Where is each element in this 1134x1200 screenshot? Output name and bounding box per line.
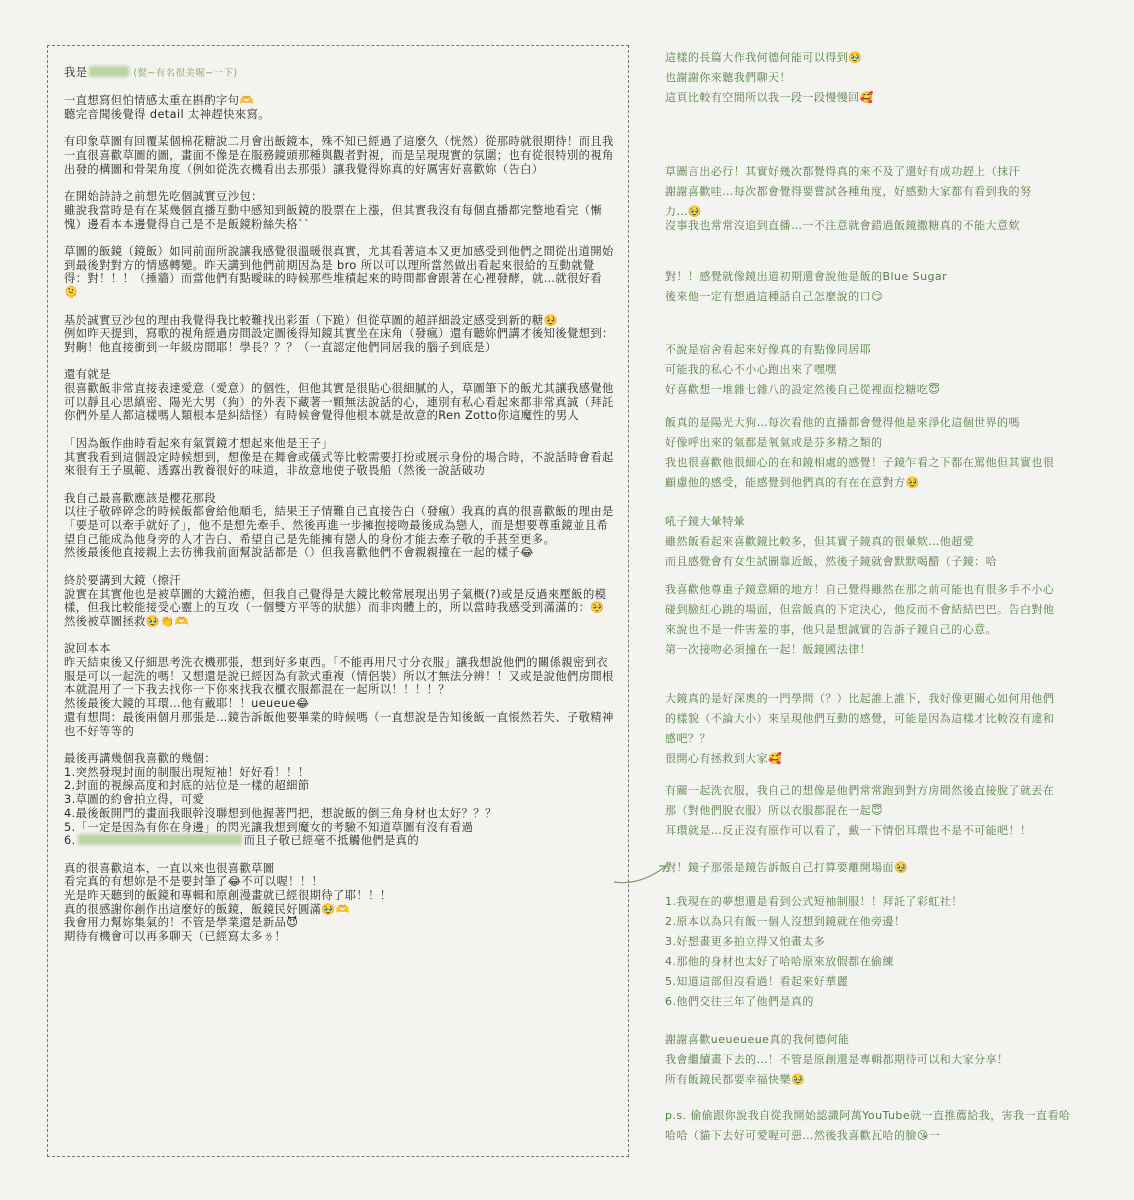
- reply-line: 2.原本以為只有飯一個人沒想到鏡就在他旁邊！: [665, 915, 906, 928]
- reply-block: [665, 1106, 1080, 1146]
- reply-line: 1.我現在的夢想還是看到公式短袖制服！！拜託了彩虹社！: [665, 895, 963, 908]
- reply-line: 好像呼出來的氣都是氧氣或是芬多精之類的: [665, 436, 883, 449]
- reply-line: 感吧？？: [665, 732, 711, 745]
- reply-line: 顧慮他的感受，能感覺到他們真的有在在意對方🥹: [665, 476, 920, 489]
- letter-paragraph: 我自己最喜歡應該是櫻花那段 以往子敬碎碎念的時候飯都會給他順毛，結果王子情難自己直接告白（發瘋）我真的真的很喜歡飯的理由是「要是可以牽手就好了」，他不是想先牽手、然後再進一步擁抱接吻最後成為戀人，而是想要尊重鏡並且希望自己能成為他身旁的人才告白、希望自己是先能擁有戀人的身份才能去牽子敬的手甚至更多。 然後最後他直接親上去彷彿我前面幫說話都是（）但我喜歡他們不會親親撞在一起的樣子😂: [64, 491, 614, 560]
- reply-line: 謝謝喜歡哇…每次都會覺得要嘗試各種角度，好感動大家都有看到我的努: [665, 185, 1032, 198]
- letter-paragraph: 有印象草圖有回覆某個棉花糖說二月會出飯鏡本，殊不知已經過了這麼久（恍然）從那時就很期待！而且我一直很喜歡草圖的圖，畫面不像是在服務鏡頭那種與觀者對視，而是呈現現實的氛圍；也有從很特別的視角出發的構圖和骨架角度（例如從洗衣機看出去那張）讓我覺得妳真的好厲害好喜歡妳（告白）: [64, 135, 614, 176]
- reply-line: 草圖言出必行！其實好幾次都覺得真的來不及了還好有成功趕上（抹汗: [665, 165, 1020, 178]
- reply-block: [665, 162, 1080, 222]
- reply-line: 很開心有拯救到大家🥰: [665, 752, 783, 765]
- reply-line: 所有飯鏡民都要幸福快樂🥹: [665, 1073, 806, 1086]
- redacted-text: [78, 834, 242, 845]
- reply-line: 這頁比較有空間所以我一段一段慢慢回🥰: [665, 91, 874, 104]
- letter-paragraph: 還有就是 很喜歡飯非常直接表達愛意（愛意）的個性，但他其實是很貼心很細膩的人，草圖筆下的飯尤其讓我感覺他可以靜且心思縝密、陽光大男（狗）的外表下藏著一顆無法說話的心，連別有私心看起來都非常真誠（拜託你們外星人都這樣嗎人類根本是糾結怪）有時候會覺得他根本就是故意的Ren Zotto你這魔性的男人: [64, 368, 614, 423]
- reply-line: 這樣的長篇大作我何德何能可以得到🥹: [665, 51, 863, 64]
- reply-block: [665, 48, 1080, 108]
- reply-line: 對！！感覺就像鏡出道初期還會說他是飯的Blue Sugar: [665, 270, 948, 283]
- reply-line: 6.他們交往三年了他們是真的: [665, 995, 814, 1008]
- reply-line: 我會繼續畫下去的…！不管是原創還是專輯都期待可以和大家分享！: [665, 1053, 1009, 1066]
- reply-block: [665, 892, 1080, 1012]
- reply-line: 第一次接吻必須撞在一起！飯鏡國法律！: [665, 643, 872, 656]
- redacted-name: [89, 66, 129, 77]
- letter-paragraph: 在開始詩詩之前想先吃個誠實豆沙包： 雖說我當時是有在某幾個直播互動中感知到飯鏡的股票在上漲，但其實我沒有每個直播都完整地看完（慚愧）邊看本本邊覺得自己是不是飯鏡粉絲失格``: [64, 190, 603, 231]
- reply-block: [665, 512, 1080, 572]
- reply-line: 對！鏡子那張是鏡告訴飯自己打算要離開場面🥹: [665, 861, 909, 874]
- reply-line: 的樣貌（不論大小）來呈現他們互動的感覺，可能是因為這樣才比較沒有違和: [665, 712, 1055, 725]
- letter-paragraph: 真的很喜歡這本，一直以來也很喜歡草圖 看完真的有想妳是不是要封筆了😂不可以喔！！！ 光是昨天聽到的飯鏡和專輯和原創漫畫就已經很期待了耶！！！ 真的很感謝你創作出這麼好的飯鏡，飯鏡民好圓滿🥹🫶 我會用力幫妳集氣的！不管是學業還是新品😈 期待有機會可以再多聊天（已經寫太多ㄌ！: [64, 861, 392, 944]
- reply-line: 哈哈（貓下去好可愛喔可惡…然後我喜歡瓦哈的臉😘一: [665, 1129, 941, 1142]
- reply-line: 而且感覺會有女生試圖靠近飯，然後子鏡就會默默喝醋（子鏡：哈: [665, 555, 998, 568]
- reply-block: [665, 267, 1080, 307]
- fan-letter-text: [64, 66, 616, 958]
- reply-line: 碰到臉紅心跳的場面，但當飯真的下定決心，他反而不會結結巴巴。告白對他: [665, 603, 1055, 616]
- reply-line: 力…🥹: [665, 205, 703, 218]
- reply-line: 我也很喜歡他很細心的在和鏡相處的感覺！子鏡乍看之下都在罵他但其實也很: [665, 456, 1055, 469]
- reply-line: 謝謝喜歡ueueueue真的我何德何能: [665, 1033, 850, 1046]
- reply-line: 有關一起洗衣服，我自己的想像是他們常常跑到對方房間然後直接脫了就丟在: [665, 784, 1055, 797]
- reply-block: [665, 340, 1080, 400]
- reply-block: [665, 781, 1080, 841]
- reply-line: 那（對他們脫衣服）所以衣服都混在一起😇: [665, 804, 884, 817]
- reply-block: [665, 413, 1080, 493]
- reply-line: 沒事我也常常沒追到直播…一不注意就會錯過飯鏡撒糖真的不能大意欸: [665, 219, 1020, 232]
- reply-block: [665, 1030, 1080, 1090]
- reply-line: 也謝謝你來聽我們聊天！: [665, 71, 791, 84]
- reply-line: 可能我的私心不小心跑出來了嘿嘿: [665, 363, 837, 376]
- letter-paragraph: 說回本本 昨天結束後又仔細思考洗衣機那張，想到好多東西。「不能再用尺寸分衣服」讓我想說他們的關係親密到衣服是可以一起洗的嗎！又想還是說已經因為有款式重複（情侶裝）所以才無法分辨！！又或是說他們房間根本就混用了一下我去找你一下你來找我衣櫃衣服都混在一起所以！！！！？ 然後最後大鏡的耳環…他有戴耶！！ueueue😂 還有想問：最後兩個月那張是…鏡告訴飯他要畢業的時候嗎（一直想說是告知後飯一直悵然若失、子敬精神也不好等等的: [64, 642, 614, 738]
- reply-line: 3.好想畫更多拍立得又怕畫太多: [665, 935, 826, 948]
- reply-line: 我喜歡他尊重子鏡意願的地方！自己覺得雖然在那之前可能也有很多手不小心: [665, 583, 1055, 596]
- handwritten-note: (甏~有名很美喔~一下): [133, 68, 238, 79]
- letter-paragraph: 草圖的飯鏡（鏡飯）如同前面所說讓我感覺很溫暖很真實，尤其看著這本又更加感受到他們之間從出道開始到最後對對方的情感轉變。昨天講到他們前期因為是 bro 所以可以理所當然做出看起來很給的互動就覺得：對！！！（捶牆）而當他們有點曖昧的時候那些堆積起來的時間都會跟著在心裡發酵，就…就很好看🫠: [64, 245, 614, 300]
- reply-line: 吼子鏡大暈特暈: [665, 515, 746, 528]
- reply-line: 耳環就是…反正沒有原作可以看了，戴一下情侶耳環也不是不可能吧！！: [665, 824, 1032, 837]
- reply-line: 好喜歡想一堆雜七雜八的設定然後自己從裡面挖糖吃😇: [665, 383, 941, 396]
- reply-line: 後來他一定有想過這種話自己怎麼說的口😏: [665, 290, 884, 303]
- reply-line: 雖然飯看起來喜歡鏡比較多，但其實子鏡真的很暈欸…他超愛: [665, 535, 975, 548]
- letter-paragraph: 基於誠實豆沙包的理由我覺得我比較難找出彩蛋（下跪）但從草圖的超詳細設定感受到新的糖🥹 例如昨天提到，寫歌的視角經過房間設定圖後得知鏡其實坐在床角（發瘋）還有聽妳們講才後知後覺想到：對齁！他直接衝到一年級房間耶！學長？？？（一直認定他們同居我的腦子到底是）: [64, 313, 614, 354]
- reply-line: p.s. 偷偷跟你說我自從我開始認識阿萬YouTube就一直推薦給我，害我一直看哈: [665, 1109, 1071, 1122]
- letter-paragraph: 最後再講幾個我喜歡的幾個： 1.突然發現封面的制服出現短袖！好好看！！！ 2.封面的視線高度和封底的站位是一樣的超細節 3.草圖的約會拍立得，可愛 4.最後飯開門的畫面我眼幹沒聯想到他握著門把，想說飯的倒三角身材也太好？？？ 5.「一定是因為有你在身邊」的閃光讓我想到魔女的考驗不知道草圖有沒有看過: [64, 751, 497, 834]
- letter-paragraph: 終於要講到大鏡（擦汗 說實在其實他也是被草圖的大鏡治癒，但我自己覺得是大鏡比較常展現出男子氣概(?)或是反過來壓飯的模樣，但我比較能接受心靈上的互攻（一個雙方平等的狀態）而非肉體上的，所以當時我感受到滿滿的：🥺 然後被草圖拯救🥹👏🫶: [64, 573, 607, 628]
- letter-paragraph: 一直想寫但怕情感太重在斟酌字句🫶 聽完音聞後覺得 detail 太神趕快來寫。: [64, 94, 270, 122]
- letter-paragraph: 「因為飯作曲時看起來有氣質鏡才想起來他是王子」 其實我看到這個設定時候想到，想像是在舞會或儀式等比較需要打扮或展示身份的場合時，不說話時會看起來很有王子風範、透露出教養很好的味道，非故意地使子敬畏船（然後一說話破功: [64, 436, 614, 478]
- reply-block: [665, 689, 1080, 769]
- letter-greeting: 我是 (甏~有名很美喔~一下): [64, 66, 238, 79]
- arrow-icon: [612, 858, 672, 888]
- reply-block: [665, 858, 1080, 878]
- reply-line: 4.那他的身材也太好了哈哈原來放假都在偷練: [665, 955, 894, 968]
- reply-block: [665, 580, 1080, 660]
- reply-line: 5.知道這部但沒看過！看起來好華麗: [665, 975, 849, 988]
- reply-block: [665, 216, 1080, 236]
- fan-letter-box: [47, 45, 629, 1157]
- reply-line: 不說是宿舍看起來好像真的有點像同居耶: [665, 343, 872, 356]
- reply-line: 來說也不是一件害羞的事，他只是想誠實的告訴子鏡自己的心意。: [665, 623, 998, 636]
- list-item-6: 6. 而且子敬已經毫不抵觸他們是真的: [64, 834, 420, 848]
- reply-line: 大鏡真的是好深奧的一門學問（？）比起誰上誰下，我好像更關心如何用他們: [665, 692, 1055, 705]
- reply-line: 飯真的是陽光大狗…每次看他的直播都會覺得他是來淨化這個世界的嗎: [665, 416, 1020, 429]
